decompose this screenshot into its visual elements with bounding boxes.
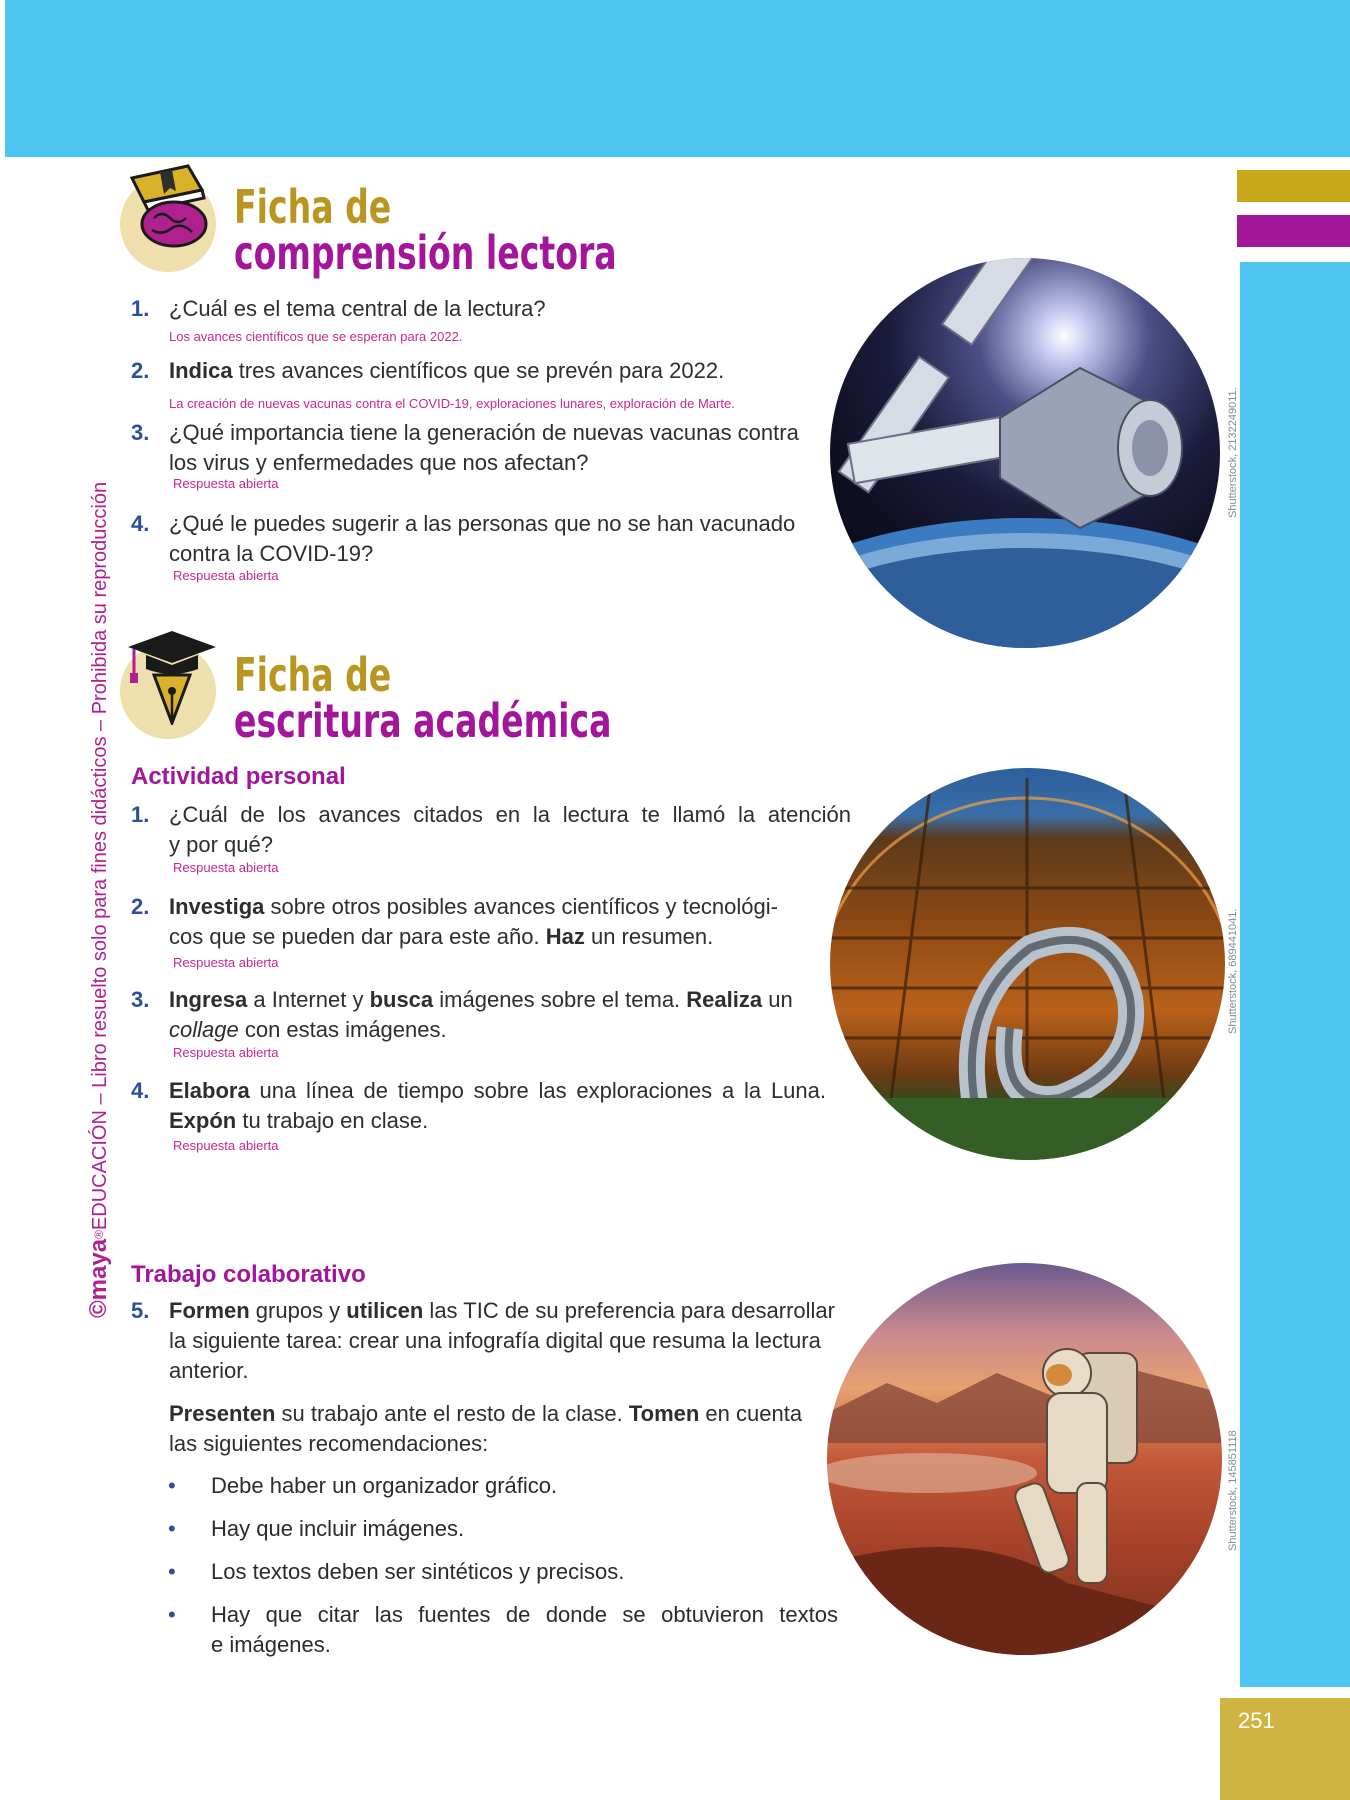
- paragraph-rest: en cuenta: [699, 1401, 803, 1426]
- publisher-logo: ©maya: [85, 1238, 112, 1318]
- activity-text: [169, 985, 793, 1045]
- top-banner-edge: [0, 0, 5, 157]
- activity-number: 5.: [131, 1298, 150, 1323]
- activity-line: [169, 892, 778, 922]
- activity-1: [131, 800, 851, 860]
- image-credit-3: Shutterstock, 145851118: [1227, 1430, 1239, 1551]
- right-side-strip: [1240, 262, 1350, 1687]
- recommendation-text: Hay que incluir imágenes.: [211, 1516, 465, 1541]
- answer-2: La creación de nuevas vacunas contra el COVID-19, exploraciones lunares, exploración de Marte.: [169, 396, 735, 411]
- answer-3: Respuesta abierta: [173, 476, 279, 491]
- activity-5: [131, 1296, 851, 1386]
- section1-title-line1: Ficha de: [234, 180, 392, 234]
- answer-activity-1: Respuesta abierta: [173, 860, 279, 875]
- instructions-paragraph: [131, 1399, 851, 1459]
- question-line: ¿Qué le puedes sugerir a las personas que no se han vacunado: [169, 511, 796, 536]
- activity-2: [131, 892, 851, 952]
- instruction-verb: Haz: [545, 924, 585, 949]
- question-text: [169, 356, 724, 386]
- question-line: los virus y enfermedades que nos afectan?: [169, 450, 589, 475]
- activity-rest: cos que se pueden dar para este año.: [169, 924, 546, 949]
- instruction-verb: Formen: [169, 1298, 250, 1323]
- graduation-pen-icon: [120, 625, 220, 725]
- bullet-dot: •: [168, 1559, 176, 1584]
- instruction-verb: Elabora: [169, 1078, 250, 1103]
- copyright-side-text: [84, 478, 114, 1318]
- recommendation-3: [168, 1557, 848, 1587]
- activity-line: [169, 1296, 835, 1326]
- activity-rest: grupos y: [249, 1298, 347, 1323]
- activity-rest: una línea de tiempo sobre las exploraciones a la Luna.: [249, 1078, 826, 1103]
- recommendation-text: Los textos deben ser sintéticos y precisos.: [211, 1559, 625, 1584]
- recommendation-line: e imágenes.: [211, 1632, 331, 1657]
- italic-word: collage: [169, 1017, 239, 1042]
- activity-line: [169, 985, 793, 1015]
- activity-text: [169, 800, 851, 860]
- question-number: 2.: [131, 358, 150, 383]
- activity-rest: tu trabajo en clase.: [236, 1108, 429, 1133]
- image-credit-1: Shutterstock, 2132249011.: [1227, 387, 1239, 518]
- recommendation-text: [211, 1600, 838, 1660]
- subhead-actividad-personal: Actividad personal: [131, 763, 346, 790]
- activity-number: 4.: [131, 1078, 150, 1103]
- activity-line: anterior.: [169, 1358, 249, 1383]
- page-number: 251: [1238, 1708, 1275, 1733]
- answer-activity-3: Respuesta abierta: [173, 1045, 279, 1060]
- question-line: ¿Qué importancia tiene la generación de nuevas vacunas contra: [169, 420, 799, 445]
- right-tab-purple: [1237, 215, 1350, 247]
- registered-mark: ®: [92, 1230, 106, 1239]
- paragraph-line: [169, 1399, 802, 1429]
- activity-number: 3.: [131, 987, 150, 1012]
- instruction-verb: Tomen: [628, 1401, 700, 1426]
- section2-title: [234, 648, 612, 748]
- image-credit-2: Shutterstock, 689441041.: [1227, 908, 1239, 1034]
- activity-line: ¿Cuál de los avances citados en la lectura te llamó la atención: [169, 802, 851, 827]
- bullet-dot: •: [168, 1473, 176, 1498]
- activity-4: [131, 1076, 851, 1136]
- paragraph-rest: su trabajo ante el resto de la clase.: [275, 1401, 629, 1426]
- instruction-verb: Ingresa: [169, 987, 248, 1012]
- instruction-verb: Realiza: [686, 987, 763, 1012]
- recommendation-line: Hay que citar las fuentes de donde se obtuvieron textos: [211, 1602, 838, 1627]
- activity-rest: las TIC de su preferencia para desarrollar: [423, 1298, 835, 1323]
- instruction-verb: Expón: [169, 1108, 237, 1133]
- instruction-verb: busca: [369, 987, 434, 1012]
- question-2: [131, 356, 831, 386]
- section2-title-line1: Ficha de: [234, 648, 392, 702]
- question-number: 1.: [131, 296, 150, 321]
- activity-text: [169, 892, 778, 952]
- right-tab-gold: [1237, 170, 1350, 202]
- activity-line: [169, 922, 778, 952]
- question-1: [131, 294, 811, 324]
- question-number: 3.: [131, 420, 150, 445]
- activity-rest: con estas imágenes.: [238, 1017, 447, 1042]
- answer-1: Los avances científicos que se esperan para 2022.: [169, 329, 463, 344]
- activity-rest: sobre otros posibles avances científicos y tecnológi-: [264, 894, 778, 919]
- activity-rest: un: [762, 987, 793, 1012]
- question-text: ¿Cuál es el tema central de la lectura?: [169, 296, 546, 321]
- instruction-verb: Presenten: [169, 1401, 276, 1426]
- activity-text: [169, 1296, 835, 1386]
- activity-3: [131, 985, 851, 1045]
- recommendation-text: Debe haber un organizador gráfico.: [211, 1473, 558, 1498]
- recommendation-4: [168, 1600, 848, 1660]
- question-rest: tres avances científicos que se prevén para 2022.: [232, 358, 725, 383]
- globe-sculpture-photo: [830, 768, 1225, 1160]
- question-3: [131, 418, 831, 478]
- bullet-dot: •: [168, 1516, 176, 1541]
- answer-activity-4: Respuesta abierta: [173, 1138, 279, 1153]
- book-brain-icon: [122, 158, 218, 258]
- activity-number: 1.: [131, 802, 150, 827]
- section1-title: [234, 180, 617, 280]
- question-number: 4.: [131, 511, 150, 536]
- section2-title-line2: escritura académica: [234, 694, 612, 748]
- activity-line: [169, 1076, 826, 1106]
- activity-rest: a Internet y: [247, 987, 370, 1012]
- spacecraft-photo: [830, 258, 1220, 648]
- recommendation-1: [168, 1471, 848, 1501]
- instruction-verb: Investiga: [169, 894, 265, 919]
- question-4: [131, 509, 831, 569]
- activity-rest: imágenes sobre el tema.: [433, 987, 687, 1012]
- activity-line: [169, 1015, 793, 1045]
- paragraph-line: las siguientes recomendaciones:: [169, 1431, 489, 1456]
- instruction-verb: Indica: [169, 358, 233, 383]
- top-banner: [0, 0, 1350, 157]
- instruction-verb: utilicen: [346, 1298, 424, 1323]
- section1-title-line2: comprensión lectora: [234, 226, 617, 280]
- subhead-trabajo-colaborativo: Trabajo colaborativo: [131, 1261, 366, 1288]
- bullet-dot: •: [168, 1602, 176, 1627]
- activity-line: y por qué?: [169, 832, 273, 857]
- activity-text: [169, 1076, 826, 1136]
- question-text: [169, 418, 799, 478]
- recommendation-2: [168, 1514, 848, 1544]
- activity-rest: un resumen.: [584, 924, 714, 949]
- copyright-notice: EDUCACIÓN – Libro resuelto solo para fines didácticos – Prohibida su reproducción: [89, 481, 111, 1231]
- activity-line: la siguiente tarea: crear una infografía digital que resuma la lectura: [169, 1328, 821, 1353]
- answer-4: Respuesta abierta: [173, 568, 279, 583]
- activity-line: [169, 1106, 826, 1136]
- question-text: [169, 509, 795, 569]
- answer-activity-2: Respuesta abierta: [173, 955, 279, 970]
- activity-number: 2.: [131, 894, 150, 919]
- mars-astronaut-photo: [827, 1263, 1222, 1655]
- question-line: contra la COVID-19?: [169, 541, 374, 566]
- paragraph-text: [169, 1399, 802, 1459]
